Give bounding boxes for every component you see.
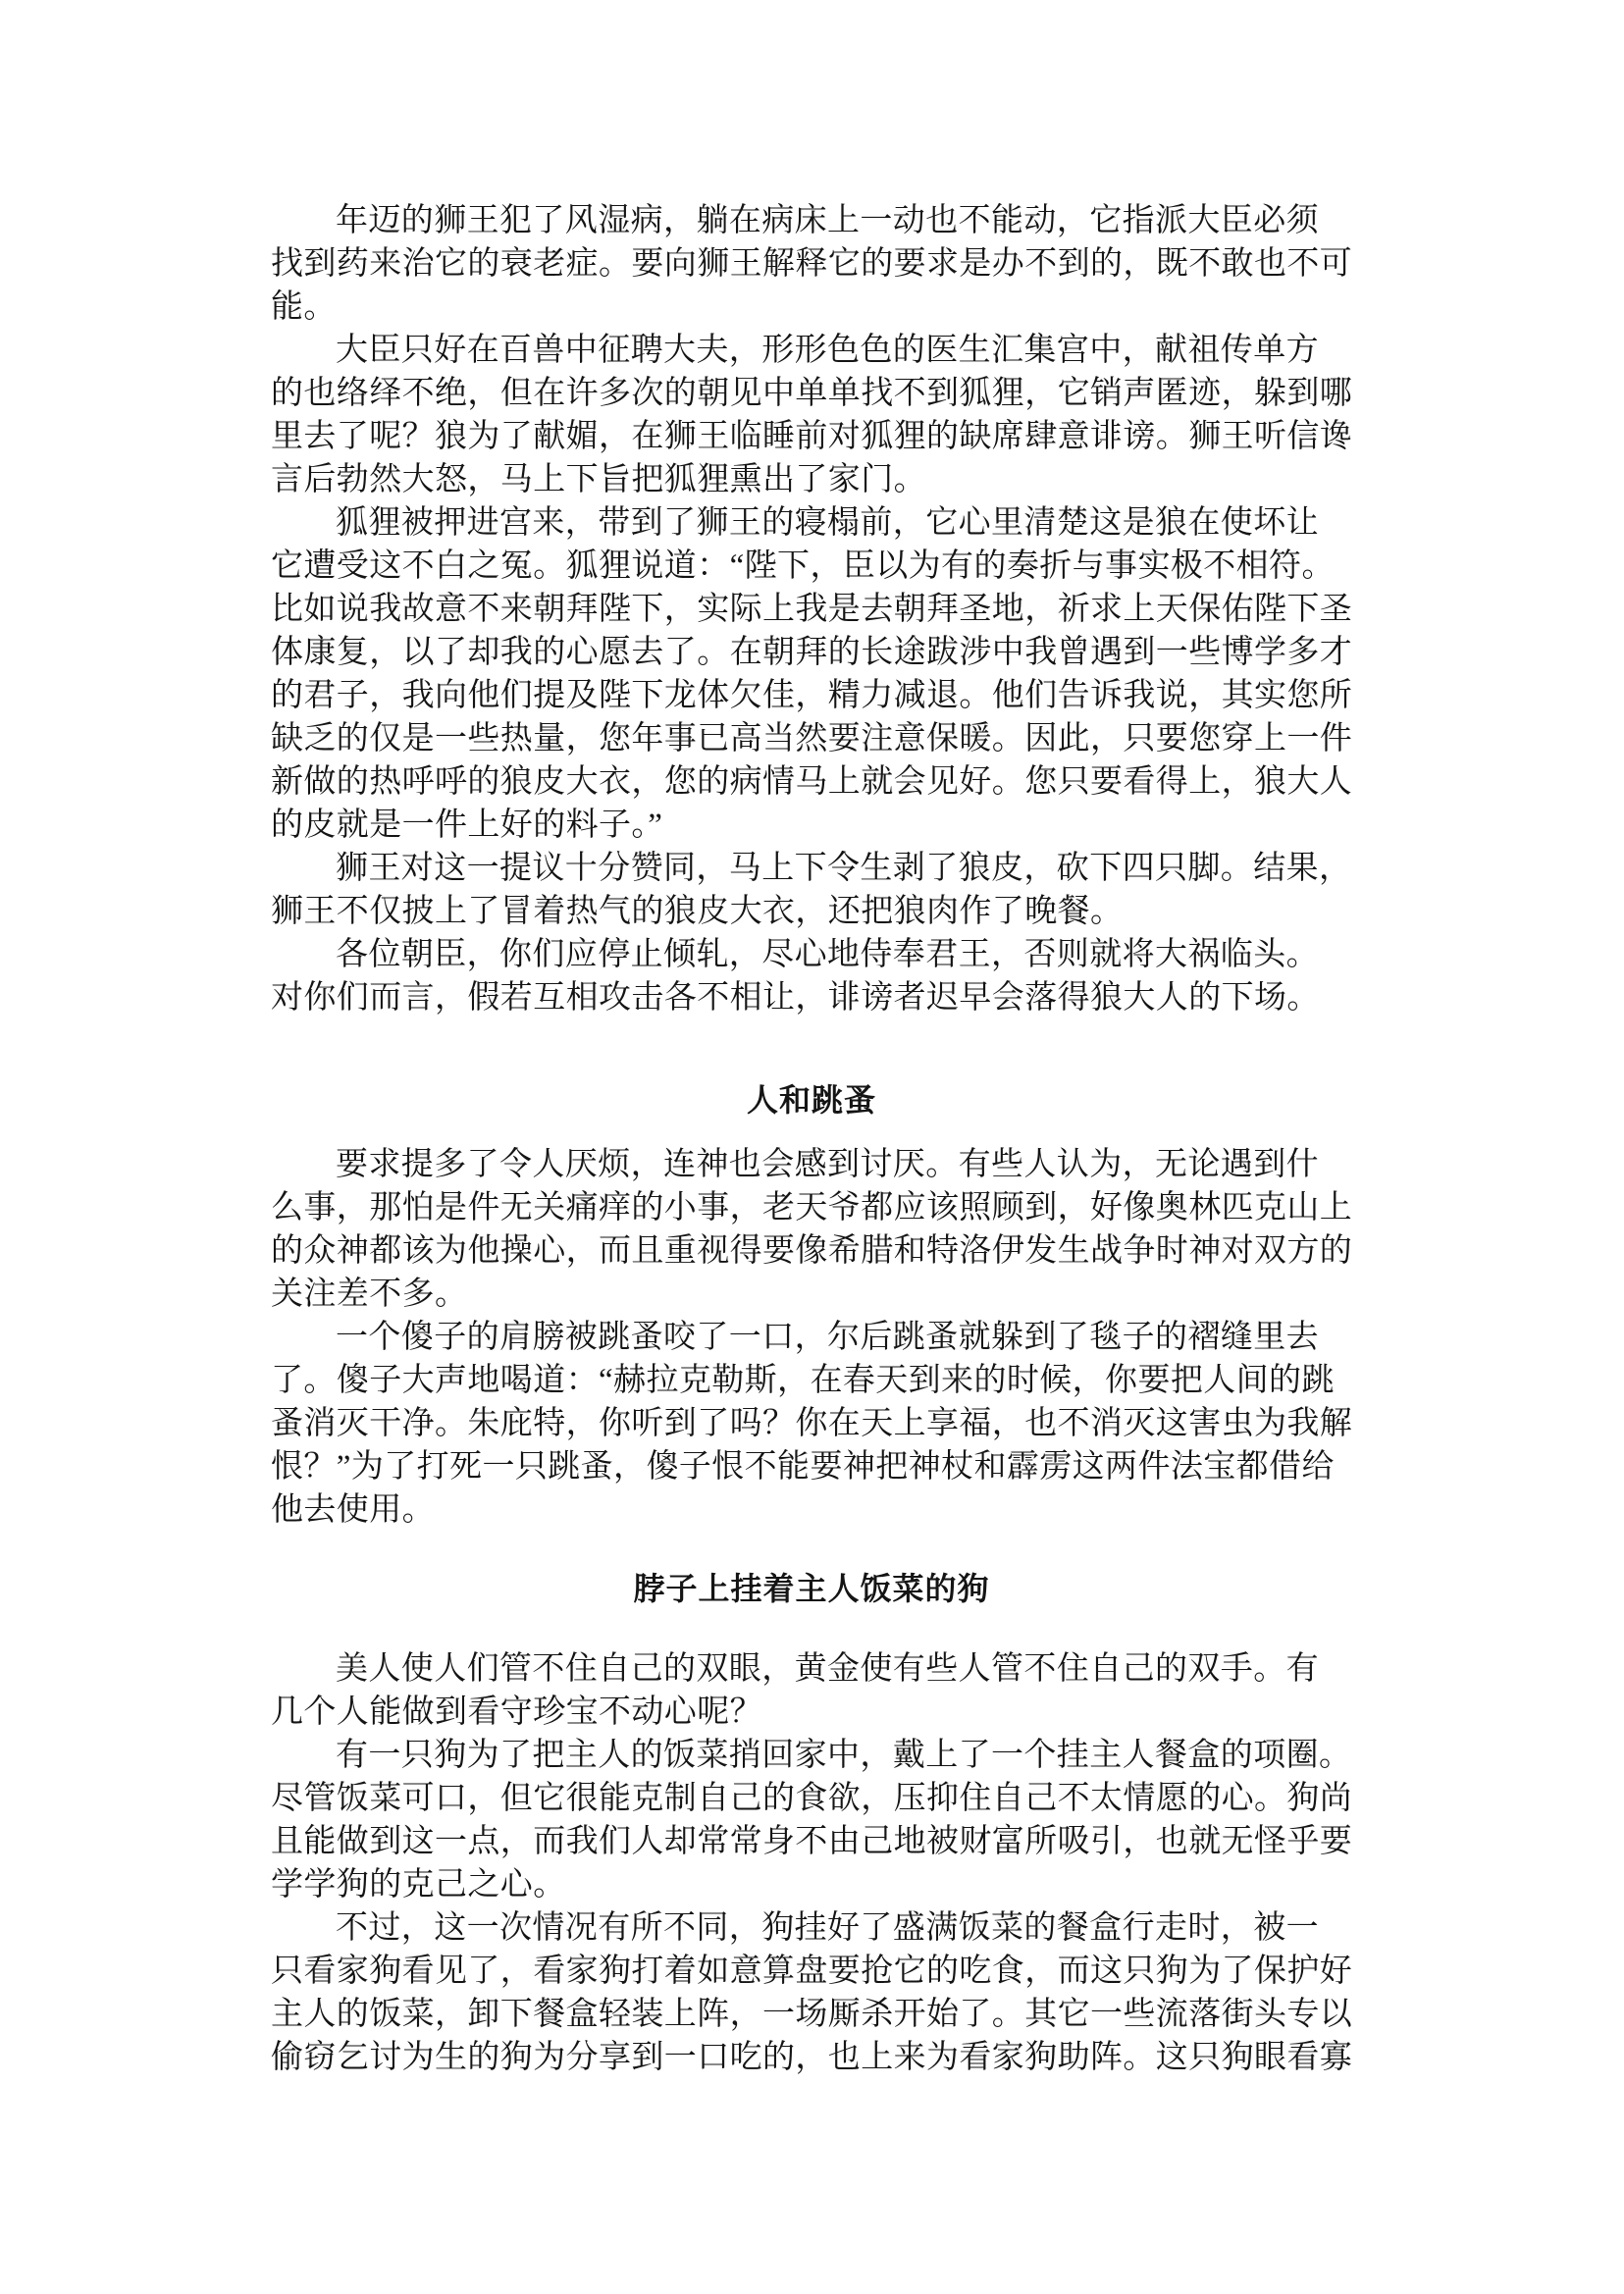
text-line: 的众神都该为他操心，而且重视得要像希腊和特洛伊发生战争时神对双方的 (271, 1233, 1353, 1269)
paragraph (271, 847, 1352, 933)
paragraph (271, 501, 1352, 847)
text-line: 的也络绎不绝，但在许多次的朝见中单单找不到狐狸，它销声匿迹，躲到哪 (271, 376, 1353, 411)
text-line: 蚤消灭干净。朱庇特，你听到了吗？你在天上享福，也不消灭这害虫为我解 (271, 1406, 1353, 1441)
text-line: 一个傻子的肩膀被跳蚤咬了一口，尔后跳蚤就躲到了毯子的褶缝里去 (336, 1320, 1319, 1355)
text-line: 里去了呢？狼为了献媚，在狮王临睡前对狐狸的缺席肆意诽谤。狮王听信谗 (271, 419, 1353, 454)
paragraph (271, 199, 1352, 329)
text-line: 的君子，我向他们提及陛下龙体欠佳，精力减退。他们告诉我说，其实您所 (271, 678, 1353, 713)
paragraph (271, 1906, 1352, 2079)
text-line: 狮王对这一提议十分赞同，马上下令生剥了狼皮，砍下四只脚。结果， (336, 851, 1352, 886)
text-line: 年迈的狮王犯了风湿病，躺在病床上一动也不能动，它指派大臣必须 (336, 203, 1319, 238)
text-line: 尽管饭菜可口，但它很能克制自己的食欲，压抑住自己不太情愿的心。狗尚 (271, 1781, 1353, 1816)
text-line: 大臣只好在百兽中征聘大夫，形形色色的医生汇集宫中，献祖传单方 (336, 333, 1319, 368)
text-line: 有一只狗为了把主人的饭菜捎回家中，戴上了一个挂主人餐盒的项圈。 (336, 1738, 1352, 1773)
text-line: 主人的饭菜，卸下餐盒轻装上阵，一场厮杀开始了。其它一些流落街头专以 (271, 1997, 1353, 2032)
text-line: 缺乏的仅是一些热量，您年事已高当然要注意保暖。因此，只要您穿上一件 (271, 721, 1353, 756)
text-line: 恨？”为了打死一只跳蚤，傻子恨不能要神把神杖和霹雳这两件法宝都借给 (271, 1449, 1335, 1485)
section-heading-flea: 人和跳蚤 (746, 1082, 876, 1118)
text-line: 几个人能做到看守珍宝不动心呢？ (271, 1694, 762, 1730)
text-line: 它遭受这不白之冤。狐狸说道：“陛下，臣以为有的奏折与事实极不相符。 (271, 548, 1335, 584)
text-line: 对你们而言，假若互相攻击各不相让，诽谤者迟早会落得狼大人的下场。 (271, 980, 1320, 1016)
text-line: 了。傻子大声地喝道：“赫拉克勒斯，在春天到来的时候，你要把人间的跳 (271, 1363, 1335, 1398)
text-line: 要求提多了令人厌烦，连神也会感到讨厌。有些人认为，无论遇到什 (336, 1147, 1319, 1182)
text-line: 只看家狗看见了，看家狗打着如意算盘要抢它的吃食，而这只狗为了保护好 (271, 1954, 1353, 1989)
paragraph (271, 1734, 1352, 1906)
text-line: 学学狗的克己之心。 (271, 1867, 566, 1903)
text-line: 美人使人们管不住自己的双眼，黄金使有些人管不住自己的双手。有 (336, 1651, 1319, 1687)
text-line: 么事，那怕是件无关痛痒的小事，老天爷都应该照顾到，好像奥林匹克山上 (271, 1190, 1353, 1225)
section-heading-dog: 脖子上挂着主人饭菜的狗 (633, 1571, 990, 1606)
paragraph (271, 1316, 1352, 1532)
text-line: 言后勃然大怒，马上下旨把狐狸熏出了家门。 (271, 462, 926, 497)
text-line: 找到药来治它的衰老症。要向狮王解释它的要求是办不到的，既不敢也不可 (271, 246, 1353, 282)
text-line: 狐狸被押进宫来，带到了狮王的寝榻前，它心里清楚这是狼在使坏让 (336, 505, 1319, 541)
text-line: 的皮就是一件上好的料子。” (271, 808, 663, 843)
text-line: 不过，这一次情况有所不同，狗挂好了盛满饭菜的餐盒行走时，被一 (336, 1910, 1319, 1946)
text-column (271, 199, 1352, 2079)
text-line: 体康复，以了却我的心愿去了。在朝拜的长途跋涉中我曾遇到一些博学多才 (271, 635, 1353, 670)
text-line: 各位朝臣，你们应停止倾轧，尽心地侍奉君王，否则就将大祸临头。 (336, 937, 1319, 972)
paragraph (271, 329, 1352, 501)
text-line: 且能做到这一点，而我们人却常常身不由己地被财富所吸引，也就无怪乎要 (271, 1824, 1353, 1859)
paragraph (271, 933, 1352, 1019)
text-line: 比如说我故意不来朝拜陛下，实际上我是去朝拜圣地，祈求上天保佑陛下圣 (271, 592, 1353, 627)
paragraph (271, 1647, 1352, 1734)
text-line: 他去使用。 (271, 1492, 435, 1528)
text-line: 能。 (271, 289, 337, 325)
paragraph (271, 1143, 1352, 1316)
text-line: 狮王不仅披上了冒着热气的狼皮大衣，还把狼肉作了晚餐。 (271, 894, 1124, 929)
text-line: 关注差不多。 (271, 1277, 468, 1312)
text-line: 偷窃乞讨为生的狗为分享到一口吃的，也上来为看家狗助阵。这只狗眼看寡 (271, 2040, 1353, 2075)
text-line: 新做的热呼呼的狼皮大衣，您的病情马上就会见好。您只要看得上，狼大人 (271, 764, 1353, 800)
